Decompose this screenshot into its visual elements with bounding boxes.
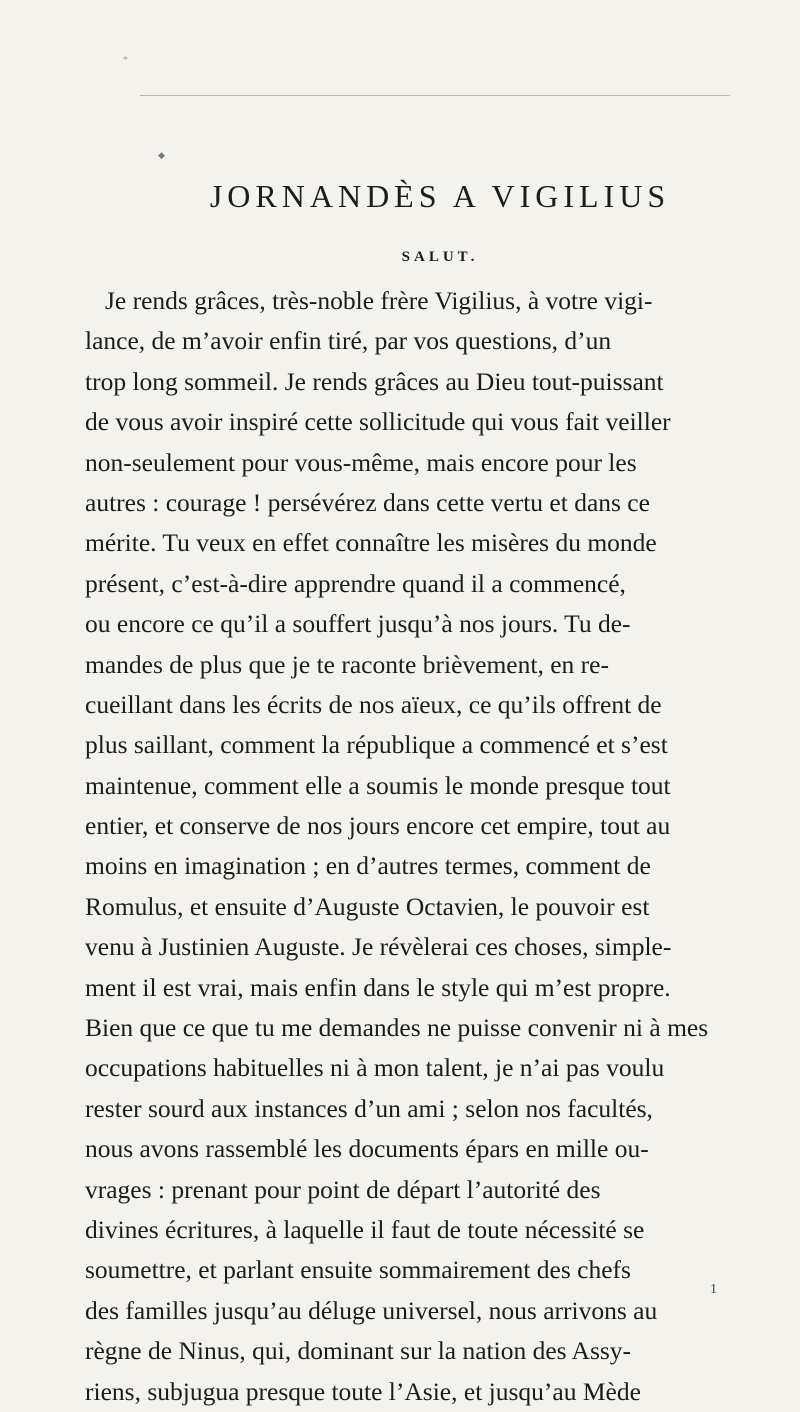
- text-line: de vous avoir inspiré cette sollicitude qui vous fait veiller: [85, 407, 671, 437]
- text-line: plus saillant, comment la république a commencé et s’est: [85, 730, 668, 760]
- top-rule: [140, 95, 730, 96]
- text-line: mérite. Tu veux en effet connaître les misères du monde: [85, 528, 657, 558]
- text-line: non-seulement pour vous-même, mais encore pour les: [85, 447, 637, 477]
- text-line: soumettre, et parlant ensuite sommairement des chefs: [85, 1255, 631, 1285]
- text-line: Romulus, et ensuite d’Auguste Octavien, le pouvoir est: [85, 891, 650, 921]
- text-line: occupations habituelles ni à mon talent, je n’ai pas voulu: [85, 1053, 665, 1083]
- text-line: maintenue, comment elle a soumis le monde presque tout: [85, 770, 671, 800]
- text-line: lance, de m’avoir enfin tiré, par vos questions, d’un: [85, 326, 612, 356]
- bullet-mark: ◆: [158, 150, 165, 160]
- text-line: venu à Justinien Auguste. Je révèlerai ces choses, simple-: [85, 932, 672, 962]
- stray-mark: *: [123, 55, 128, 66]
- text-line: présent, c’est-à-dire apprendre quand il a commencé,: [85, 568, 626, 598]
- text-line: vrages : prenant pour point de départ l’autorité des: [85, 1174, 601, 1204]
- text-line: ou encore ce qu’il a souffert jusqu’à nos jours. Tu de-: [85, 609, 631, 639]
- text-line: entier, et conserve de nos jours encore cet empire, tout au: [85, 811, 671, 841]
- text-line: moins en imagination ; en d’autres termes, comment de: [85, 851, 651, 881]
- text-line: ment il est vrai, mais enfin dans le style qui m’est propre.: [85, 972, 671, 1002]
- text-line: trop long sommeil. Je rends grâces au Dieu tout-puissant: [85, 366, 664, 396]
- text-line: Je rends grâces, très-noble frère Vigilius, à votre vigi-: [105, 286, 653, 315]
- text-line: Bien que ce que tu me demandes ne puisse convenir ni à mes: [85, 1013, 709, 1043]
- page-subtitle: SALUT.: [401, 249, 479, 265]
- text-line: rester sourd aux instances d’un ami ; selon nos facultés,: [85, 1093, 653, 1123]
- page-title: JORNANDÈS A VIGILIUS: [209, 178, 671, 214]
- text-line: riens, subjugua presque toute l’Asie, et jusqu’au Mède: [85, 1376, 641, 1406]
- text-line: règne de Ninus, qui, dominant sur la nation des Assy-: [85, 1336, 632, 1366]
- page-number: 1: [710, 1282, 717, 1297]
- text-line: des familles jusqu’au déluge universel, nous arrivons au: [85, 1295, 658, 1325]
- body-text: [85, 281, 790, 1412]
- text-line: mandes de plus que je te raconte brièvement, en re-: [85, 649, 609, 679]
- text-line: divines écritures, à laquelle il faut de toute nécessité se: [85, 1214, 645, 1244]
- text-line: cueillant dans les écrits de nos aïeux, ce qu’ils offrent de: [85, 689, 662, 719]
- text-line: autres : courage ! persévérez dans cette vertu et dans ce: [85, 487, 650, 517]
- text-line: nous avons rassemblé les documents épars en mille ou-: [85, 1134, 649, 1164]
